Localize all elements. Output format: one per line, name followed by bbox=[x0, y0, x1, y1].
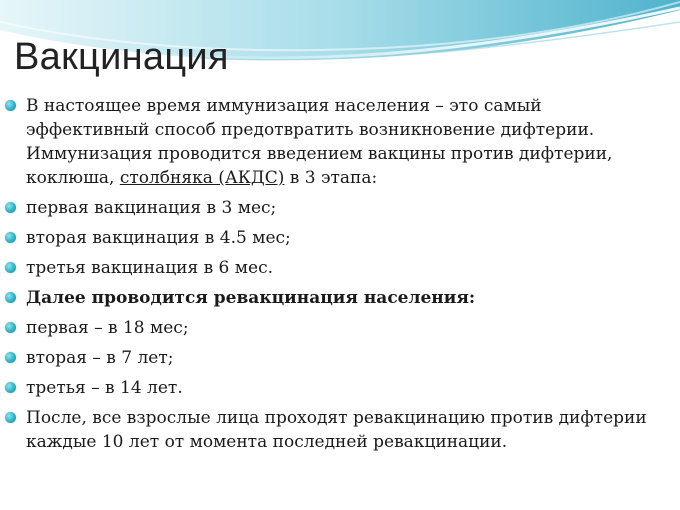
list-item bbox=[0, 196, 680, 220]
bullet-icon bbox=[5, 262, 16, 273]
list-item-text: в 3 этапа: bbox=[284, 168, 378, 188]
slide-title: Вакцинация bbox=[14, 36, 229, 78]
bullet-icon bbox=[5, 352, 16, 363]
list-item bbox=[0, 316, 680, 340]
tetanus-link[interactable]: столбняка (АКДС) bbox=[119, 168, 285, 188]
list-item-text: третья – в 14 лет. bbox=[26, 378, 183, 398]
list-item-text: В настоящее время иммунизация населения – это самый эффективный способ предотвратить возникновение дифтерии. Иммунизация проводится введением вакцины против дифтерии, коклюша, bbox=[26, 96, 613, 188]
list-item bbox=[0, 346, 680, 370]
bullet-icon bbox=[5, 412, 16, 423]
bullet-icon bbox=[5, 100, 16, 111]
bullet-icon bbox=[5, 382, 16, 393]
list-item-text: После, все взрослые лица проходят ревакцинацию против дифтерии каждые 10 лет от момента последней ревакцинации. bbox=[26, 408, 647, 452]
list-item-text: первая – в 18 мес; bbox=[26, 318, 189, 338]
list-item-text: третья вакцинация в 6 мес. bbox=[26, 258, 273, 278]
list-item-text-bold: Далее проводится ревакцинация населения: bbox=[26, 288, 476, 308]
list-item bbox=[0, 256, 680, 280]
list-item-text: первая вакцинация в 3 мес; bbox=[26, 198, 277, 218]
bullet-list bbox=[0, 94, 680, 460]
bullet-icon bbox=[5, 232, 16, 243]
list-item-text: вторая вакцинация в 4.5 мес; bbox=[26, 228, 291, 248]
list-item bbox=[0, 94, 680, 190]
bullet-icon bbox=[5, 202, 16, 213]
bullet-icon bbox=[5, 292, 16, 303]
list-item bbox=[0, 286, 680, 310]
list-item bbox=[0, 406, 680, 454]
list-item-text: вторая – в 7 лет; bbox=[26, 348, 174, 368]
list-item bbox=[0, 376, 680, 400]
list-item bbox=[0, 226, 680, 250]
bullet-icon bbox=[5, 322, 16, 333]
